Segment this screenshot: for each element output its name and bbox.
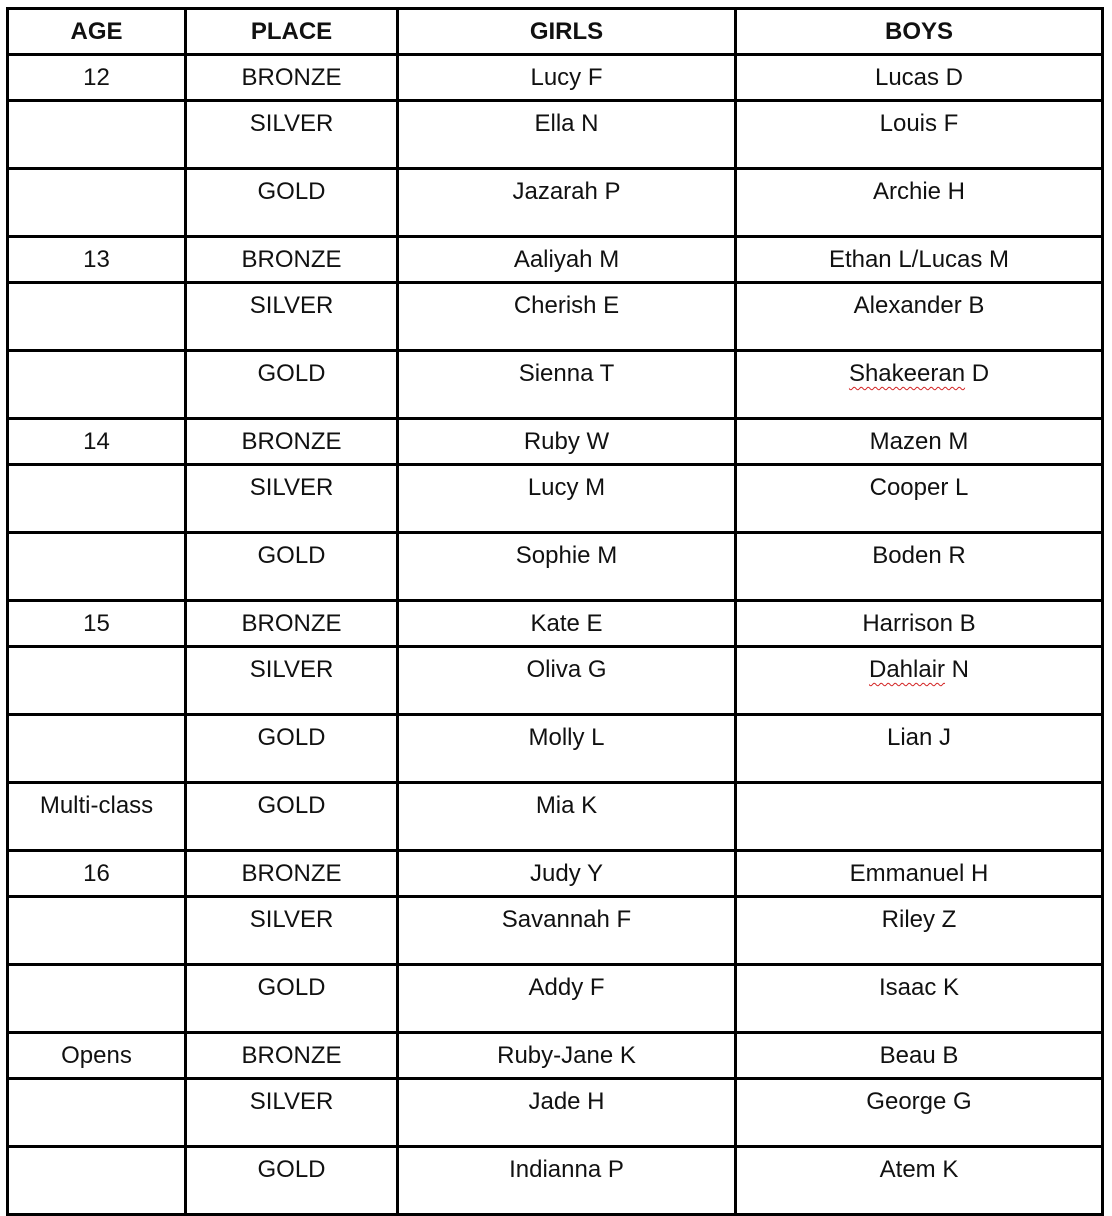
age-cell: Opens (8, 1033, 186, 1079)
place-cell: SILVER (186, 465, 398, 533)
place-cell: GOLD (186, 1147, 398, 1215)
girls-cell: Savannah F (398, 897, 736, 965)
boys-cell: Cooper L (736, 465, 1103, 533)
table-row (8, 169, 1103, 237)
place-cell: SILVER (186, 897, 398, 965)
table-row (8, 101, 1103, 169)
boys-cell (736, 783, 1103, 851)
age-cell: 13 (8, 237, 186, 283)
girls-cell: Jazarah P (398, 169, 736, 237)
girls-cell: Sophie M (398, 533, 736, 601)
girls-cell: Lucy M (398, 465, 736, 533)
place-cell: BRONZE (186, 55, 398, 101)
girls-cell: Molly L (398, 715, 736, 783)
boys-cell: Mazen M (736, 419, 1103, 465)
age-cell (8, 101, 186, 169)
place-cell: GOLD (186, 783, 398, 851)
place-cell: GOLD (186, 351, 398, 419)
header-row (8, 9, 1103, 55)
place-cell: GOLD (186, 533, 398, 601)
boys-cell: Beau B (736, 1033, 1103, 1079)
header-age: AGE (8, 9, 186, 55)
place-cell: GOLD (186, 169, 398, 237)
boys-cell: Archie H (736, 169, 1103, 237)
girls-cell: Ella N (398, 101, 736, 169)
age-cell (8, 1079, 186, 1147)
girls-cell: Jade H (398, 1079, 736, 1147)
boys-cell: Lian J (736, 715, 1103, 783)
table-row (8, 1079, 1103, 1147)
age-cell (8, 533, 186, 601)
header-place: PLACE (186, 9, 398, 55)
table-row (8, 237, 1103, 283)
boys-cell: Lucas D (736, 55, 1103, 101)
table-row (8, 851, 1103, 897)
girls-cell: Kate E (398, 601, 736, 647)
place-cell: SILVER (186, 101, 398, 169)
table-row (8, 419, 1103, 465)
table-row (8, 601, 1103, 647)
boys-cell (736, 351, 1103, 419)
boys-cell: Isaac K (736, 965, 1103, 1033)
table-row (8, 533, 1103, 601)
place-cell: SILVER (186, 1079, 398, 1147)
girls-cell: Sienna T (398, 351, 736, 419)
age-cell: 16 (8, 851, 186, 897)
girls-cell: Lucy F (398, 55, 736, 101)
place-cell: SILVER (186, 647, 398, 715)
table-row (8, 283, 1103, 351)
boys-cell: Emmanuel H (736, 851, 1103, 897)
boys-cell: Louis F (736, 101, 1103, 169)
boys-cell: George G (736, 1079, 1103, 1147)
girls-cell: Addy F (398, 965, 736, 1033)
header-girls: GIRLS (398, 9, 736, 55)
age-cell: 15 (8, 601, 186, 647)
table-row (8, 897, 1103, 965)
place-cell: BRONZE (186, 237, 398, 283)
girls-cell: Indianna P (398, 1147, 736, 1215)
boys-cell: Alexander B (736, 283, 1103, 351)
boys-cell: Atem K (736, 1147, 1103, 1215)
results-table (6, 7, 1104, 1216)
age-cell (8, 715, 186, 783)
age-cell: 14 (8, 419, 186, 465)
place-cell: BRONZE (186, 601, 398, 647)
place-cell: GOLD (186, 965, 398, 1033)
table-row (8, 351, 1103, 419)
age-cell (8, 283, 186, 351)
table-row (8, 715, 1103, 783)
place-cell: BRONZE (186, 851, 398, 897)
boys-cell-suffix: N (945, 656, 970, 683)
age-cell (8, 1147, 186, 1215)
table-row (8, 1033, 1103, 1079)
header-boys: BOYS (736, 9, 1103, 55)
boys-cell: Boden R (736, 533, 1103, 601)
girls-cell: Oliva G (398, 647, 736, 715)
age-cell (8, 647, 186, 715)
age-cell: Multi-class (8, 783, 186, 851)
girls-cell: Ruby-Jane K (398, 1033, 736, 1079)
boys-cell: Ethan L/Lucas M (736, 237, 1103, 283)
age-cell (8, 465, 186, 533)
place-cell: SILVER (186, 283, 398, 351)
age-cell (8, 351, 186, 419)
spellcheck-underlined-word: Shakeeran (848, 360, 966, 387)
age-cell (8, 897, 186, 965)
girls-cell: Cherish E (398, 283, 736, 351)
table-row (8, 783, 1103, 851)
girls-cell: Mia K (398, 783, 736, 851)
age-cell (8, 169, 186, 237)
table-row (8, 647, 1103, 715)
girls-cell: Ruby W (398, 419, 736, 465)
table-row (8, 1147, 1103, 1215)
table-row (8, 55, 1103, 101)
spellcheck-underlined-word: Dahlair (868, 656, 946, 683)
boys-cell: Harrison B (736, 601, 1103, 647)
place-cell: BRONZE (186, 1033, 398, 1079)
place-cell: GOLD (186, 715, 398, 783)
boys-cell-suffix: D (965, 360, 990, 387)
girls-cell: Aaliyah M (398, 237, 736, 283)
table-row (8, 465, 1103, 533)
table-row (8, 965, 1103, 1033)
age-cell (8, 965, 186, 1033)
place-cell: BRONZE (186, 419, 398, 465)
girls-cell: Judy Y (398, 851, 736, 897)
age-cell: 12 (8, 55, 186, 101)
boys-cell (736, 647, 1103, 715)
boys-cell: Riley Z (736, 897, 1103, 965)
